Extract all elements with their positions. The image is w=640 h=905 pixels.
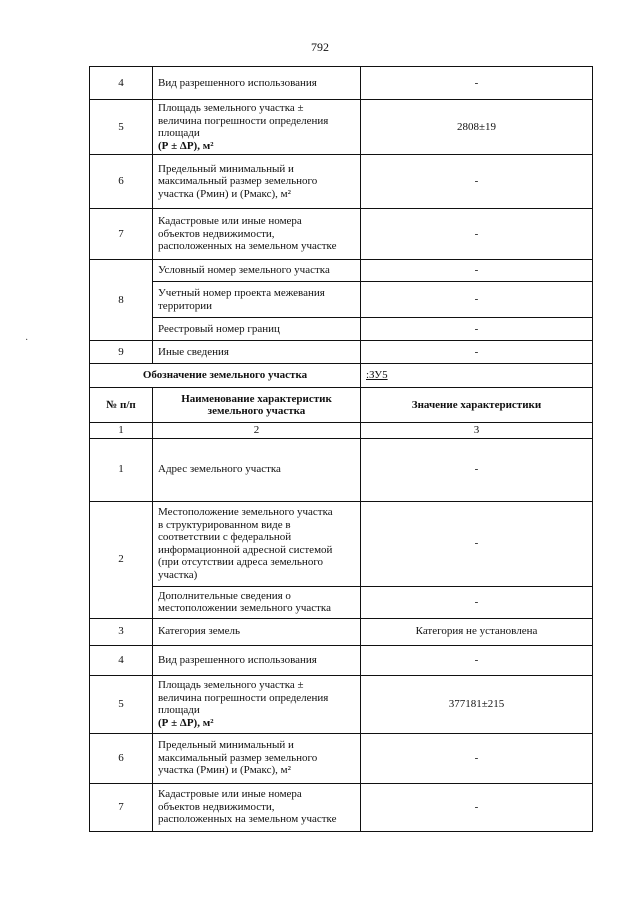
column-index: 3 (361, 423, 593, 439)
table-row (90, 733, 593, 783)
header-row (90, 388, 593, 423)
characteristic-name: Учетный номер проекта межевания территории (153, 282, 361, 318)
table-row (90, 260, 593, 282)
characteristic-name: Вид разрешенного использования (153, 67, 361, 100)
table-row (90, 501, 593, 586)
characteristic-value: - (361, 501, 593, 586)
table-row (90, 318, 593, 341)
characteristic-name: Площадь земельного участка ± величина погрешности определения площади (Р ± ΔР), м² (153, 675, 361, 733)
characteristic-value: - (361, 645, 593, 675)
row-number: 4 (90, 67, 153, 100)
characteristic-value: - (361, 155, 593, 209)
designation-label: Обозначение земельного участка (90, 364, 361, 388)
row-number: 4 (90, 645, 153, 675)
characteristic-name: Реестровый номер границ (153, 318, 361, 341)
table-row (90, 67, 593, 100)
characteristic-name: Местоположение земельного участка в структурированном виде в соответствии с федеральной информационной адресной системой (при отсутствии адреса земельного участка) (153, 501, 361, 586)
row-number: 3 (90, 618, 153, 645)
row-number: 6 (90, 733, 153, 783)
header-number: № п/п (90, 388, 153, 423)
index-row (90, 423, 593, 439)
characteristic-value: - (361, 438, 593, 501)
characteristic-name: Предельный минимальный и максимальный размер земельного участка (Рмин) и (Рмакс), м² (153, 155, 361, 209)
table-row (90, 675, 593, 733)
characteristic-value: - (361, 209, 593, 260)
characteristic-value: - (361, 586, 593, 618)
table-row (90, 100, 593, 155)
characteristic-name: Категория земель (153, 618, 361, 645)
characteristic-value: - (361, 341, 593, 364)
characteristic-name: Кадастровые или иные номера объектов недвижимости, расположенных на земельном участке (153, 783, 361, 831)
characteristic-value: 2808±19 (361, 100, 593, 155)
column-index: 1 (90, 423, 153, 439)
characteristic-value: - (361, 733, 593, 783)
characteristic-name: Условный номер земельного участка (153, 260, 361, 282)
row-number: 7 (90, 209, 153, 260)
row-number: 2 (90, 501, 153, 618)
characteristic-value: - (361, 783, 593, 831)
row-number: 1 (90, 438, 153, 501)
row-number: 6 (90, 155, 153, 209)
table-row (90, 209, 593, 260)
stray-mark: · (25, 335, 29, 346)
characteristic-name: Вид разрешенного использования (153, 645, 361, 675)
designation-row (90, 364, 593, 388)
characteristic-name: Кадастровые или иные номера объектов недвижимости, расположенных на земельном участке (153, 209, 361, 260)
characteristic-value: Категория не установлена (361, 618, 593, 645)
land-plot-table (89, 66, 593, 832)
characteristic-name: Дополнительные сведения о местоположении земельного участка (153, 586, 361, 618)
characteristic-value: - (361, 318, 593, 341)
table-row (90, 341, 593, 364)
characteristic-value: - (361, 260, 593, 282)
characteristic-name: Предельный минимальный и максимальный размер земельного участка (Рмин) и (Рмакс), м² (153, 733, 361, 783)
table-row (90, 282, 593, 318)
header-name: Наименование характеристик земельного участка (153, 388, 361, 423)
characteristic-name: Иные сведения (153, 341, 361, 364)
page-number: 792 (311, 40, 329, 54)
characteristic-value: - (361, 67, 593, 100)
row-number: 9 (90, 341, 153, 364)
row-number: 5 (90, 100, 153, 155)
table-row (90, 645, 593, 675)
table-row (90, 618, 593, 645)
table-row (90, 586, 593, 618)
row-number: 5 (90, 675, 153, 733)
table-row (90, 438, 593, 501)
designation-value: :ЗУ5 (361, 364, 593, 388)
characteristic-name: Площадь земельного участка ± величина погрешности определения площади (Р ± ΔР), м² (153, 100, 361, 155)
table-row (90, 155, 593, 209)
characteristic-name: Адрес земельного участка (153, 438, 361, 501)
column-index: 2 (153, 423, 361, 439)
table-row (90, 783, 593, 831)
characteristic-value: - (361, 282, 593, 318)
row-number: 7 (90, 783, 153, 831)
characteristic-value: 377181±215 (361, 675, 593, 733)
row-number: 8 (90, 260, 153, 341)
header-value: Значение характеристики (361, 388, 593, 423)
